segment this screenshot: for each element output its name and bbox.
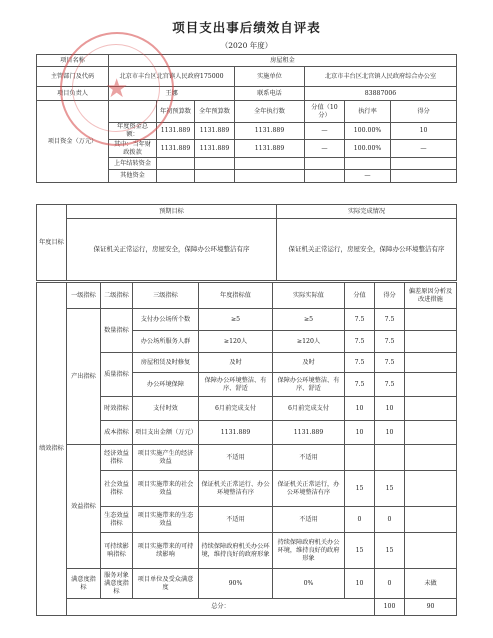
output-indicator-label: 产出指标 (67, 309, 101, 445)
service-indicator-label: 服务对象满意度指标 (101, 569, 133, 599)
total-label: 总分： (67, 599, 375, 616)
funds-row-label: 其中：当年财政拨款 (109, 140, 157, 158)
funds-cell (345, 158, 391, 170)
score-value: 7.5 (345, 373, 375, 397)
got-value (375, 445, 405, 471)
funds-cell (195, 158, 235, 170)
dept-value: 北京市丰台区北宫镇人民政府175000 (109, 67, 235, 87)
goals-table (36, 204, 457, 281)
actual-label: 实际完成情况 (277, 205, 457, 219)
l3-indicator: 办公场所服务人群 (133, 331, 199, 353)
target-value: ≥120人 (199, 331, 273, 353)
funds-cell: 1131.889 (157, 123, 195, 140)
funds-cell (235, 158, 305, 170)
indicator-header: 偏差原因分析及改进措施 (405, 283, 457, 309)
total-got: 90 (405, 599, 457, 616)
document-title: 项目支出事后绩效自评表 (172, 20, 321, 35)
actual-value: 保证机关正常运行，办公环境整洁有序 (273, 471, 345, 507)
note-value (405, 309, 457, 331)
impl-value: 北京市丰台区北宫镇人民政府综合办公室 (305, 67, 457, 87)
funds-row-label: 年度资金总额： (109, 123, 157, 140)
actual-value: ≥5 (273, 309, 345, 331)
indicator-header: 年度指标值 (199, 283, 273, 309)
got-value: 7.5 (375, 331, 405, 353)
funds-cell (157, 158, 195, 170)
score-value: 10 (345, 421, 375, 445)
effect-indicator-label: 效益指标 (67, 445, 101, 569)
funds-cell (235, 170, 305, 183)
funds-cell: 100.00% (345, 123, 391, 140)
funds-cell (305, 158, 345, 170)
target-value: 保障办公环境整洁、有序、舒适 (199, 373, 273, 397)
note-value (405, 445, 457, 471)
l3-indicator: 项目实施带来的生态效益 (133, 507, 199, 533)
indicator-header: 分值 (345, 283, 375, 309)
got-value: 15 (375, 471, 405, 507)
funds-cell: — (391, 140, 457, 158)
actual-value: 6月前完成支付 (273, 397, 345, 421)
economic-indicator-label: 经济效益指标 (101, 445, 133, 471)
lead-value: 王娜 (109, 87, 235, 101)
note-value (405, 397, 457, 421)
funds-cell (391, 158, 457, 170)
document-year: （2020 年度） (220, 41, 273, 50)
note-value: 未做 (405, 569, 457, 599)
score-value (345, 445, 375, 471)
target-value: 持续保障政府机关办公环境，维持良好的政府形象 (199, 533, 273, 569)
social-indicator-label: 社会效益指标 (101, 471, 133, 507)
seal-star-icon: ★ (105, 74, 129, 104)
dept-label: 主管部门及代码 (37, 67, 109, 87)
funds-cell (195, 170, 235, 183)
actual-value: 及时 (273, 353, 345, 373)
funds-row-label: 上年结转资金 (109, 158, 157, 170)
l3-indicator: 支付时效 (133, 397, 199, 421)
note-value (405, 507, 457, 533)
actual-value: 持续保障政府机关办公环境，维持良好的政府形象 (273, 533, 345, 569)
funds-cell (391, 170, 457, 183)
funds-cell (157, 170, 195, 183)
score-value: 10 (345, 397, 375, 421)
funds-cell: 1131.889 (195, 140, 235, 158)
cost-indicator-label: 成本指标 (101, 421, 133, 445)
funds-cell: 1131.889 (235, 140, 305, 158)
goals-label: 年度目标 (37, 205, 67, 281)
indicator-header: 得分 (375, 283, 405, 309)
score-value: 10 (345, 569, 375, 599)
eco-indicator-label: 生态效益指标 (101, 507, 133, 533)
satisfaction-indicator-label: 满意度指标 (67, 569, 101, 599)
score-value: 15 (345, 533, 375, 569)
funds-header: 全年执行数 (235, 101, 305, 123)
note-value (405, 533, 457, 569)
actual-value: 0% (273, 569, 345, 599)
funds-cell: 1131.889 (195, 123, 235, 140)
got-value: 7.5 (375, 309, 405, 331)
target-value: 1131.889 (199, 421, 273, 445)
indicator-header: 二级指标 (101, 283, 133, 309)
funds-cell: 100.00% (345, 140, 391, 158)
total-score: 100 (375, 599, 405, 616)
score-value: 0 (345, 507, 375, 533)
project-name: 房屋租金 (109, 55, 457, 67)
l3-indicator: 房屋租赁及时修复 (133, 353, 199, 373)
indicator-row (37, 445, 457, 471)
funds-header: 年初预算数 (157, 101, 195, 123)
funds-group-label: 项目资金（万元） (37, 101, 109, 183)
funds-cell: — (305, 123, 345, 140)
funds-cell: — (305, 140, 345, 158)
actual-value: 不适用 (273, 507, 345, 533)
time-indicator-label: 时效指标 (101, 397, 133, 421)
target-value: 不适用 (199, 507, 273, 533)
l3-indicator: 项目实施带来的社会效益 (133, 471, 199, 507)
funds-cell: 1131.889 (157, 140, 195, 158)
funds-cell: 1131.889 (235, 123, 305, 140)
target-value: 90% (199, 569, 273, 599)
note-value (405, 373, 457, 397)
score-value: 7.5 (345, 353, 375, 373)
l3-indicator: 项目实施带来的可持续影响 (133, 533, 199, 569)
score-value: 7.5 (345, 331, 375, 353)
note-value (405, 331, 457, 353)
l3-indicator: 项目支出金额（万元） (133, 421, 199, 445)
impl-label: 实施单位 (235, 67, 305, 87)
actual-goal: 保证机关正常运行，房屋安全，保障办公环境整洁有序 (277, 219, 457, 281)
target-value: 及时 (199, 353, 273, 373)
actual-value: ≥120人 (273, 331, 345, 353)
target-value: 不适用 (199, 445, 273, 471)
target-value: ≥5 (199, 309, 273, 331)
actual-value: 保障办公环境整洁、有序、舒适 (273, 373, 345, 397)
note-value (405, 421, 457, 445)
note-value (405, 353, 457, 373)
l3-indicator: 项目实施产生的经济效益 (133, 445, 199, 471)
quality-indicator-label: 质量指标 (101, 353, 133, 397)
expected-goal: 保证机关正常运行，房屋安全，保障办公环境整洁有序 (67, 219, 277, 281)
target-value: 6月前完成支付 (199, 397, 273, 421)
indicators-group-label: 绩效指标 (37, 283, 67, 616)
funds-header: 全年预算数 (195, 101, 235, 123)
indicator-header: 实际实际值 (273, 283, 345, 309)
l3-indicator: 支付办公场所个数 (133, 309, 199, 331)
got-value: 0 (375, 569, 405, 599)
phone-label: 联系电话 (235, 87, 305, 101)
got-value: 15 (375, 533, 405, 569)
phone-value: 83887006 (305, 87, 457, 101)
funds-cell: — (345, 170, 391, 183)
got-value: 0 (375, 507, 405, 533)
l3-indicator: 项目单位及受众满意度 (133, 569, 199, 599)
total-row (37, 599, 457, 616)
indicator-header: 三级指标 (133, 283, 199, 309)
score-value: 7.5 (345, 309, 375, 331)
got-value: 10 (375, 421, 405, 445)
got-value: 10 (375, 397, 405, 421)
quantity-indicator-label: 数量指标 (101, 309, 133, 353)
indicator-row (37, 569, 457, 599)
project-name-label: 项目名称 (37, 55, 109, 67)
indicators-table (36, 282, 457, 616)
score-value: 15 (345, 471, 375, 507)
lead-label: 项目负责人 (37, 87, 109, 101)
funds-header: 分值（10分） (305, 101, 345, 123)
indicator-header: 一级指标 (67, 283, 101, 309)
got-value: 7.5 (375, 373, 405, 397)
indicator-row (37, 309, 457, 331)
funds-cell (305, 170, 345, 183)
expected-label: 预期目标 (67, 205, 277, 219)
note-value (405, 471, 457, 507)
sustain-indicator-label: 可持续影响指标 (101, 533, 133, 569)
l3-indicator: 办公环境保障 (133, 373, 199, 397)
funds-header: 执行率 (345, 101, 391, 123)
target-value: 保证机关正常运行、办公环境整洁有序 (199, 471, 273, 507)
actual-value: 不适用 (273, 445, 345, 471)
got-value: 7.5 (375, 353, 405, 373)
actual-value: 1131.889 (273, 421, 345, 445)
funds-row-label: 其他资金 (109, 170, 157, 183)
funds-header: 得分 (391, 101, 457, 123)
funds-cell: 10 (391, 123, 457, 140)
